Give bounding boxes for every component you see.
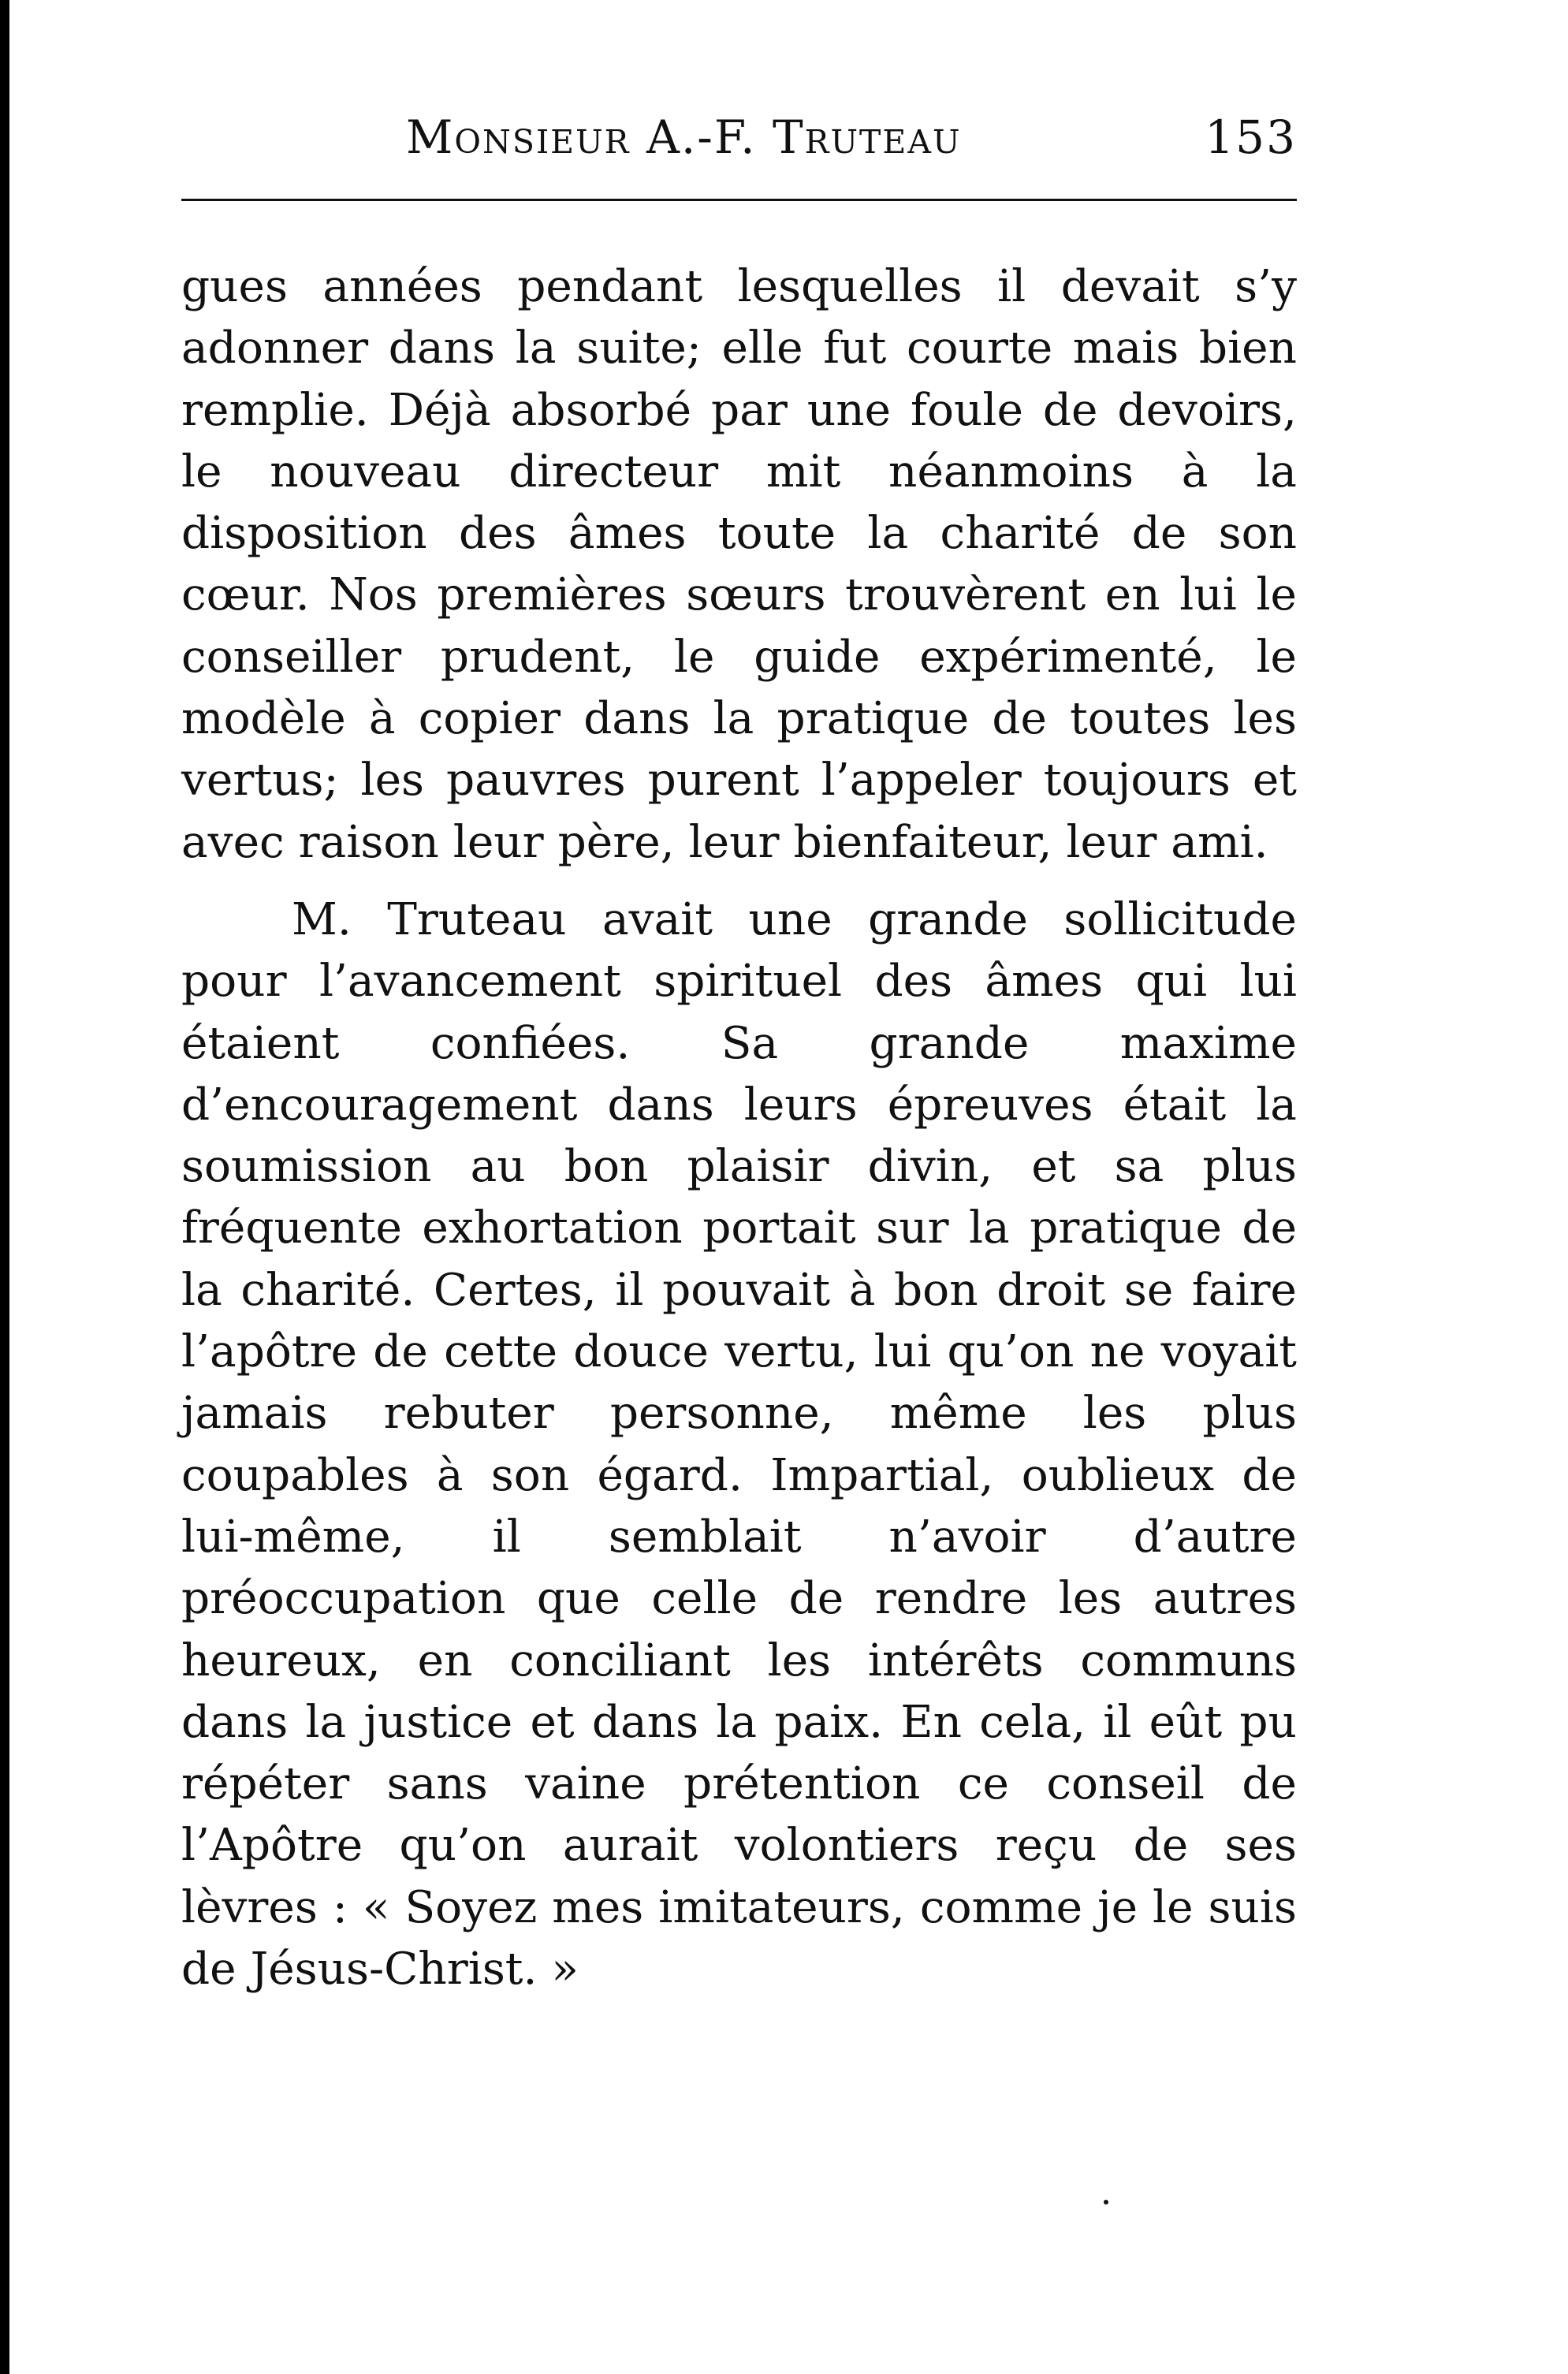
running-head [406,110,1297,173]
page-number: 153 [1205,110,1297,164]
paragraph-2: M. Truteau avait une grande sollicitude pour l’avancement spirituel des âmes qui lui étaient confiées. Sa grande maxime d’encouragement dans leurs épreuves était la soumission au bon plaisir divin, et sa plus fréquente exhortation portait sur la pratique de la charité. Certes, il pouvait à bon droit se faire l’apôtre de cette douce vertu, lui qu’on ne voyait jamais rebuter personne, même les plus coupables à son égard. Impartial, oublieux de lui-même, il semblait n’avoir d’autre préoccupation que celle de rendre les autres heureux, en conciliant les intérêts communs dans la justice et dans la paix. En cela, il eût pu répéter sans vaine prétention ce conseil de l’Apôtre qu’on aurait volontiers reçu de ses lèvres : « Soyez mes imitateurs, comme je le suis de Jésus-Christ. » [181,893,1297,1996]
paragraph-1: gues années pendant lesquelles il devait s’y adonner dans la suite; elle fut courte mais bien remplie. Déjà absorbé par une foule de devoirs, le nouveau directeur mit néanmoins à la disposition des âmes toute la charité de son cœur. Nos premières sœurs trouvèrent en lui le conseiller prudent, le guide expérimenté, le modèle à copier dans la pratique de toutes les vertus; les pauvres purent l’appeler toujours et avec raison leur père, leur bienfaiteur, leur ami. [181,261,1297,868]
header-rule [181,199,1297,201]
body-text [181,256,1297,2000]
end-mark [1104,2200,1108,2204]
running-head-title: Monsieur A.-F. Truteau [406,110,962,164]
